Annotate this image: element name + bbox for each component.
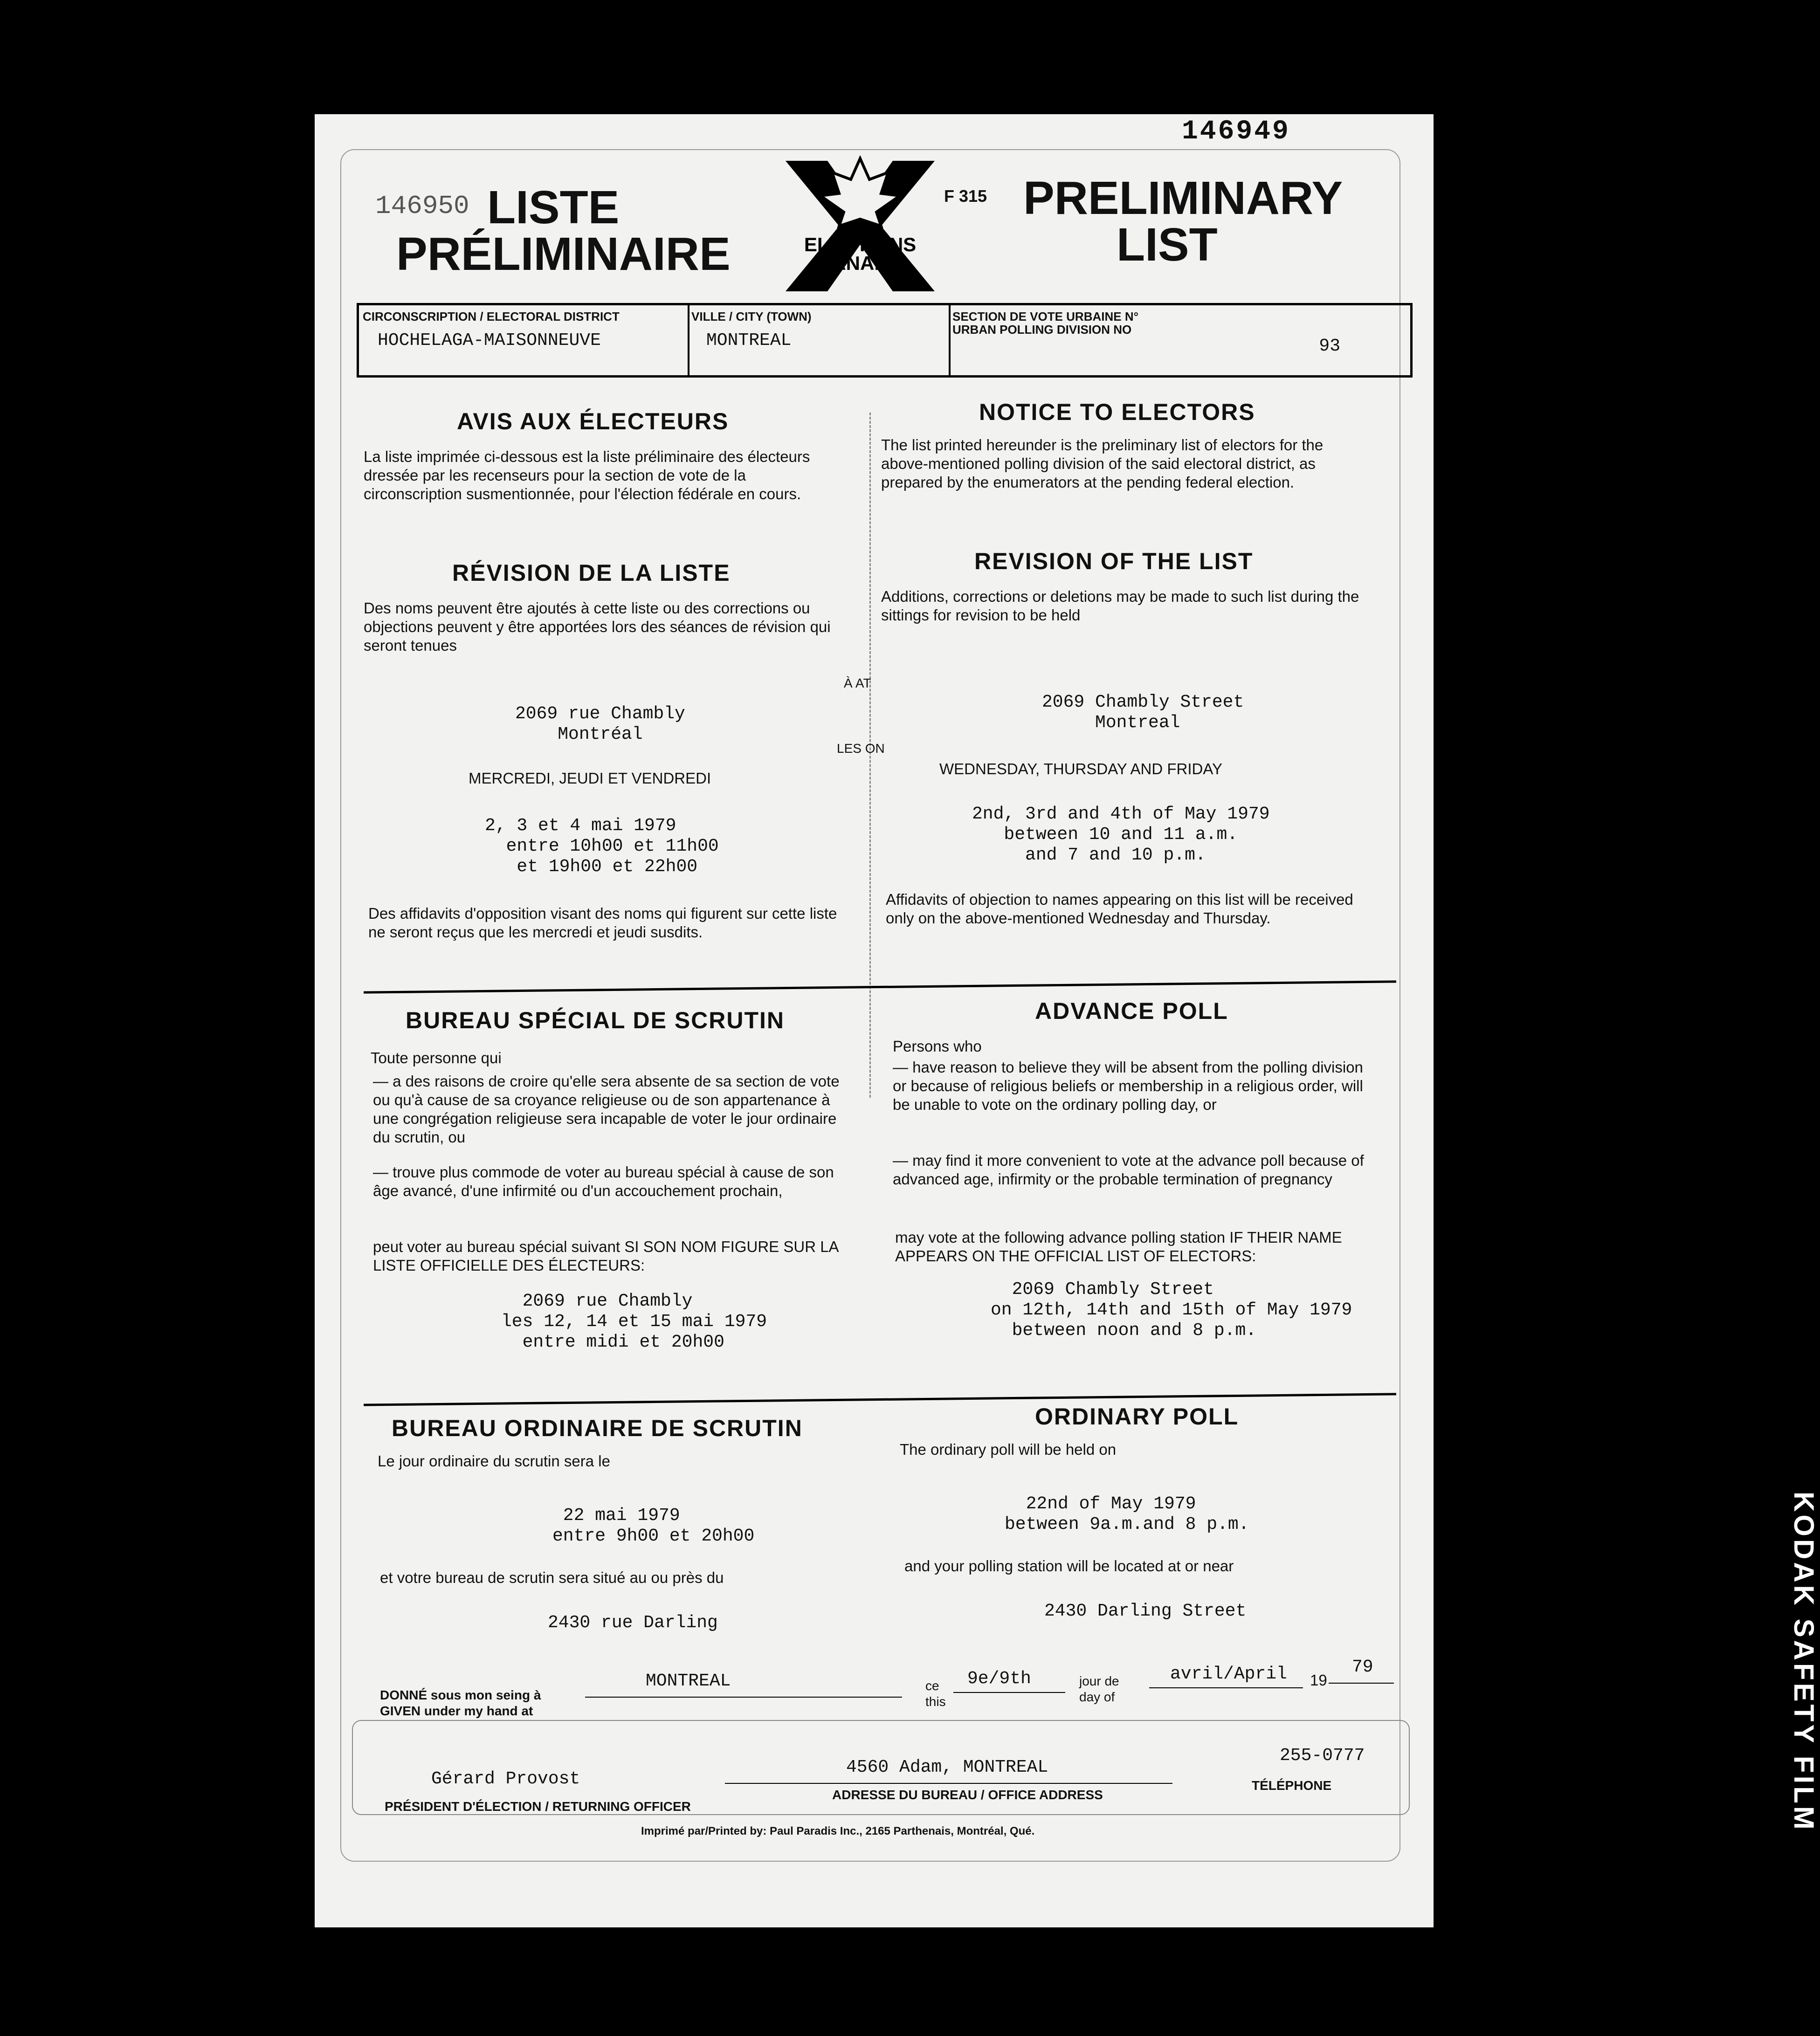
logo-text-line2: CANADA	[818, 252, 903, 274]
advance-tail-en: may vote at the following advance polling station IF THEIR NAME APPEARS ON THE OFFICIAL LIST OF ELECTORS:	[895, 1229, 1342, 1265]
advance-heading-fr: BUREAU SPÉCIAL DE SCRUTIN	[406, 1007, 785, 1033]
ordinary-heading-en: ORDINARY POLL	[1035, 1403, 1239, 1430]
jour-de-labels	[1079, 1673, 1119, 1705]
phone-label: TÉLÉPHONE	[1252, 1778, 1332, 1793]
ordinary-date-en: 22nd of May 1979 between 9a.m.and 8 p.m.	[1005, 1494, 1249, 1534]
advance-intro-fr: Toute personne qui	[371, 1049, 502, 1066]
revision-heading-fr: RÉVISION DE LA LISTE	[452, 560, 731, 586]
ordinary-date-fr: 22 mai 1979 entre 9h00 et 20h00	[552, 1506, 755, 1546]
maple-leaf-x-icon	[776, 151, 944, 301]
district-value: HOCHELAGA-MAISONNEUVE	[378, 330, 601, 351]
advance-heading-en: ADVANCE POLL	[1035, 998, 1228, 1024]
advance-intro-en: Persons who	[893, 1038, 982, 1055]
serial-number: 146949	[1182, 117, 1290, 147]
ordinary-address-fr: 2430 rue Darling	[548, 1613, 718, 1633]
ordinary-station-fr: et votre bureau de scrutin sera situé au ou près du	[380, 1569, 724, 1586]
this-label: this	[925, 1694, 946, 1709]
ordinary-station-en: and your polling station will be located at or near	[904, 1557, 1234, 1575]
polling-label-fr: SECTION DE VOTE URBAINE N°	[952, 310, 1138, 323]
logo-text	[776, 235, 944, 273]
day-underline	[953, 1692, 1065, 1693]
film-edge-text: KODAK SAFETY FILM	[1788, 1492, 1820, 1832]
ordinary-heading-fr: BUREAU ORDINAIRE DE SCRUTIN	[392, 1415, 803, 1441]
advance-item1-fr: — a des raisons de croire qu'elle sera absente de sa section de vote ou qu'à cause de sa croyance religieuse ou de son appartenance à une congrégation religieuse sera incapable de voter le jour ordinaire du scrutin, ou	[373, 1073, 840, 1146]
printer-credit: Imprimé par/Printed by: Paul Paradis Inc., 2165 Parthenais, Montréal, Qué.	[641, 1825, 1035, 1837]
revision-text-en: Additions, corrections or deletions may be made to such list during the sittings for revision to be held	[881, 588, 1359, 624]
given-place: MONTREAL	[646, 1671, 731, 1691]
place-underline	[585, 1697, 902, 1698]
polling-division-field	[949, 305, 1410, 375]
advance-tail-fr: peut voter au bureau spécial suivant SI SON NOM FIGURE SUR LA LISTE OFFICIELLE DES ÉLECTEURS:	[373, 1238, 838, 1274]
ce-label: ce	[925, 1678, 939, 1693]
notice-heading-en: NOTICE TO ELECTORS	[979, 399, 1255, 425]
elections-canada-logo	[776, 151, 944, 301]
revision-days-en: WEDNESDAY, THURSDAY AND FRIDAY	[939, 760, 1222, 777]
form-number: F 315	[944, 186, 987, 206]
polling-label-en: URBAN POLLING DIVISION NO	[952, 323, 1132, 337]
year-underline	[1329, 1683, 1394, 1684]
officer-label: PRÉSIDENT D'ÉLECTION / RETURNING OFFICER	[385, 1799, 691, 1814]
title-en-line2: LIST	[1117, 219, 1218, 271]
on-label: LES ON	[837, 741, 885, 756]
advance-item2-fr: — trouve plus commode de voter au bureau spécial à cause de son âge avancé, d'une infirmité ou d'un accouchement prochain,	[373, 1163, 834, 1199]
year-value: 79	[1352, 1657, 1373, 1677]
notice-text-fr: La liste imprimée ci-dessous est la liste préliminaire des électeurs dressée par les recenseurs pour la section de vote de la circonscription susmentionnée, pour l'élection fédérale en cours.	[364, 448, 810, 502]
revision-days-fr: MERCREDI, JEUDI ET VENDREDI	[469, 770, 711, 787]
district-label: CIRCONSCRIPTION / ELECTORAL DISTRICT	[363, 310, 620, 323]
ce-this-labels	[925, 1678, 946, 1710]
title-fr-line1: LISTE	[487, 181, 620, 234]
given-label-en: GIVEN under my hand at	[380, 1704, 533, 1718]
address-underline	[725, 1783, 1172, 1784]
notice-heading-fr: AVIS AUX ÉLECTEURS	[457, 408, 729, 434]
city-label: VILLE / CITY (TOWN)	[691, 310, 812, 323]
affidavit-text-fr: Des affidavits d'opposition visant des noms qui figurent sur cette liste ne seront reçus que les mercredi et jeudi susdits.	[368, 905, 837, 941]
revision-dates-en: 2nd, 3rd and 4th of May 1979 between 10 and 11 a.m. and 7 and 10 p.m.	[972, 804, 1270, 865]
stamp-number: 146950	[375, 191, 469, 221]
office-address-label: ADRESSE DU BUREAU / OFFICE ADDRESS	[832, 1788, 1103, 1802]
electoral-district-field	[359, 305, 689, 375]
title-french	[396, 181, 731, 280]
ordinary-address-en: 2430 Darling Street	[1044, 1601, 1247, 1621]
office-address: 4560 Adam, MONTREAL	[846, 1757, 1048, 1777]
election-notice-document	[315, 114, 1434, 1927]
affidavit-text-en: Affidavits of objection to names appearing on this list will be received only on the above-mentioned Wednesday and Thursday.	[886, 891, 1353, 927]
title-english	[1023, 172, 1343, 271]
month-underline	[1149, 1687, 1303, 1688]
at-label: À AT	[844, 676, 871, 690]
revision-heading-en: REVISION OF THE LIST	[974, 548, 1254, 574]
day-value: 9e/9th	[967, 1669, 1031, 1689]
year-prefix: 19	[1310, 1671, 1327, 1689]
ordinary-intro-fr: Le jour ordinaire du scrutin sera le	[378, 1452, 610, 1470]
phone-number: 255-0777	[1280, 1746, 1365, 1766]
title-en-line1: PRELIMINARY	[1023, 172, 1343, 224]
revision-address-en: 2069 Chambly Street Montreal	[1042, 692, 1244, 733]
advance-details-fr: 2069 rue Chambly les 12, 14 et 15 mai 1979 entre midi et 20h00	[501, 1291, 767, 1352]
revision-address-fr: 2069 rue Chambly Montréal	[515, 704, 685, 744]
revision-dates-fr: 2, 3 et 4 mai 1979 entre 10h00 et 11h00 et 19h00 et 22h00	[485, 816, 719, 877]
day-of-label: day of	[1079, 1690, 1115, 1704]
advance-item1-en: — have reason to believe they will be absent from the polling division or because of religious beliefs or membership in a religious order, will be unable to vote on the ordinary polling day, or	[893, 1059, 1363, 1113]
logo-text-line1: ELECTIONS	[804, 234, 917, 255]
city-field	[688, 305, 951, 375]
polling-value: 93	[1319, 336, 1340, 356]
notice-text-en: The list printed hereunder is the preliminary list of electors for the above-mentioned polling division of the said electoral district, as prepared by the enumerators at the pending federal election.	[881, 436, 1324, 491]
ordinary-intro-en: The ordinary poll will be held on	[900, 1441, 1117, 1458]
given-label-fr: DONNÉ sous mon seing à	[380, 1688, 541, 1702]
header-fields-box	[357, 303, 1413, 378]
officer-name: Gérard Provost	[431, 1769, 580, 1789]
advance-details-en: 2069 Chambly Street on 12th, 14th and 15th of May 1979 between noon and 8 p.m.	[991, 1279, 1352, 1341]
city-value: MONTREAL	[706, 330, 792, 351]
jour-de-label: jour de	[1079, 1674, 1119, 1688]
revision-text-fr: Des noms peuvent être ajoutés à cette liste ou des corrections ou objections peuvent y être apportées lors des séances de révision qui seront tenues	[364, 599, 831, 654]
month-value: avril/April	[1170, 1664, 1287, 1684]
advance-item2-en: — may find it more convenient to vote at the advance poll because of advanced age, infirmity or the probable termination of pregnancy	[893, 1152, 1364, 1188]
given-labels	[380, 1687, 541, 1719]
title-fr-line2: PRÉLIMINAIRE	[396, 228, 731, 280]
